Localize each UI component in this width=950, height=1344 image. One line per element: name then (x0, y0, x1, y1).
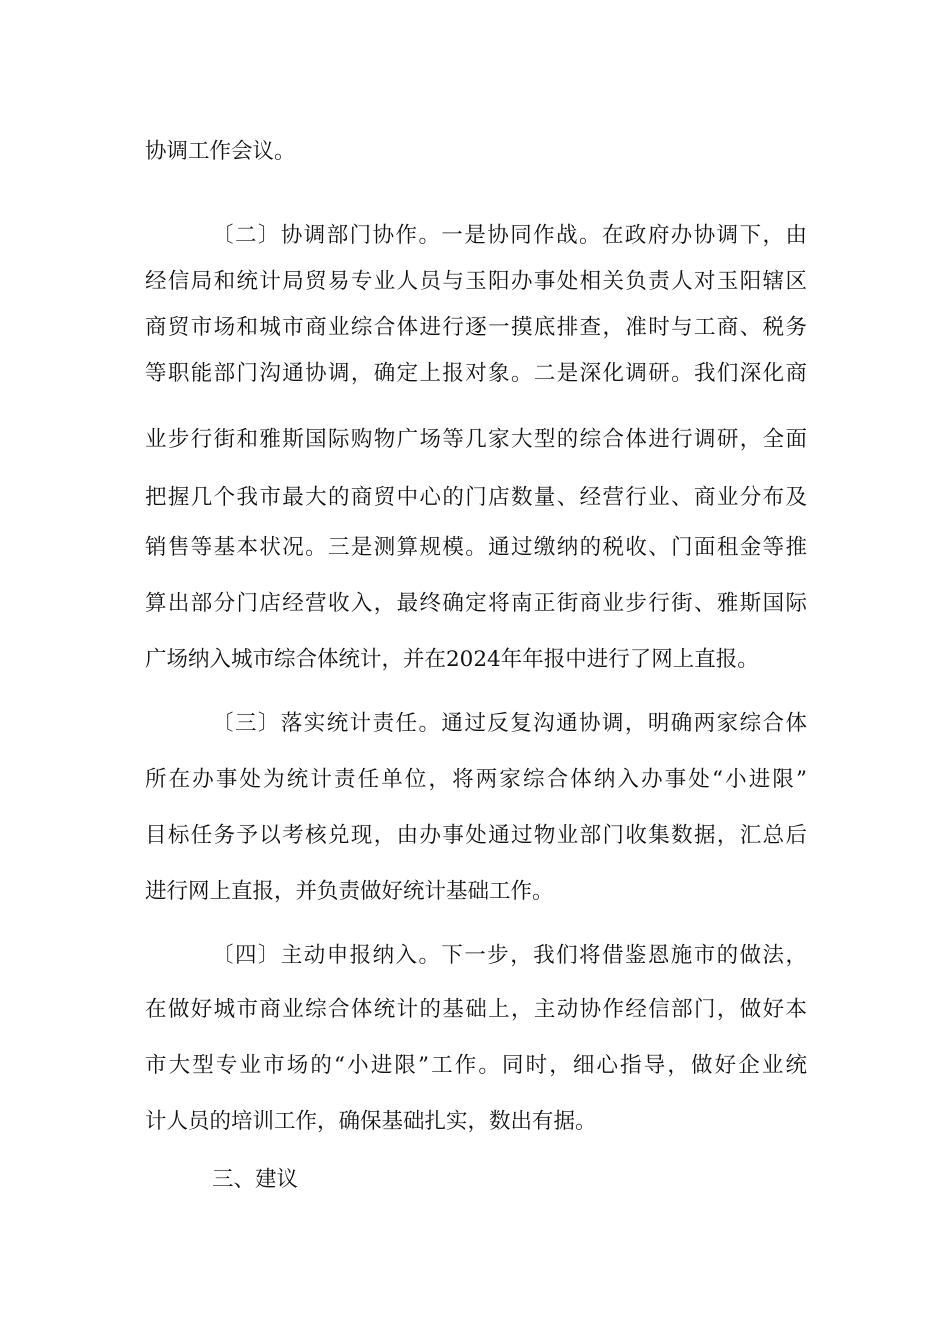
text-line: 商贸市场和城市商业综合体进行逐一摸底排查，准时与工商、税务 (145, 315, 807, 340)
text-line: 所在办事处为统计责任单位，将两家综合体纳入办事处“小进限” (145, 767, 807, 792)
text-line: 等职能部门沟通协调，确定上报对象。二是深化调研。我们深化商 (145, 361, 807, 386)
text-line: 广场纳入城市综合体统计，并在2024年年报中进行了网上直报。 (145, 647, 759, 672)
text-line: 市大型专业市场的“小进限”工作。同时，细心指导，做好企业统 (145, 1053, 807, 1078)
text-line: 经信局和统计局贸易专业人员与玉阳办事处相关负责人对玉阳辖区 (145, 269, 807, 294)
text-line: 进行网上直报，并负责做好统计基础工作。 (145, 879, 554, 904)
paragraph-heading-line: 〔二〕协调部门协作。一是协同作战。在政府办协调下，由 (212, 223, 807, 248)
text-line: 算出部分门店经营收入，最终确定将南正街商业步行街、雅斯国际 (145, 591, 807, 616)
text-line: 把握几个我市最大的商贸中心的门店数量、经营行业、商业分布及 (145, 485, 807, 510)
text-line: 在做好城市商业综合体统计的基础上，主动协作经信部门，做好本 (145, 997, 807, 1022)
section-heading: 三、建议 (212, 1167, 299, 1192)
paragraph-heading-line: 〔四〕主动申报纳入。下一步，我们将借鉴恩施市的做法， (212, 943, 807, 968)
paragraph-heading-line: 〔三〕落实统计责任。通过反复沟通协调，明确两家综合体 (212, 711, 807, 736)
text-line: 协调工作会议。 (145, 139, 296, 164)
text-line: 计人员的培训工作，确保基础扎实，数出有据。 (145, 1109, 597, 1134)
text-line: 业步行街和雅斯国际购物广场等几家大型的综合体进行调研，全面 (145, 427, 807, 452)
text-line: 目标任务予以考核兑现，由办事处通过物业部门收集数据，汇总后 (145, 823, 807, 848)
text-line: 销售等基本状况。三是测算规模。通过缴纳的税收、门面租金等推 (145, 535, 807, 560)
